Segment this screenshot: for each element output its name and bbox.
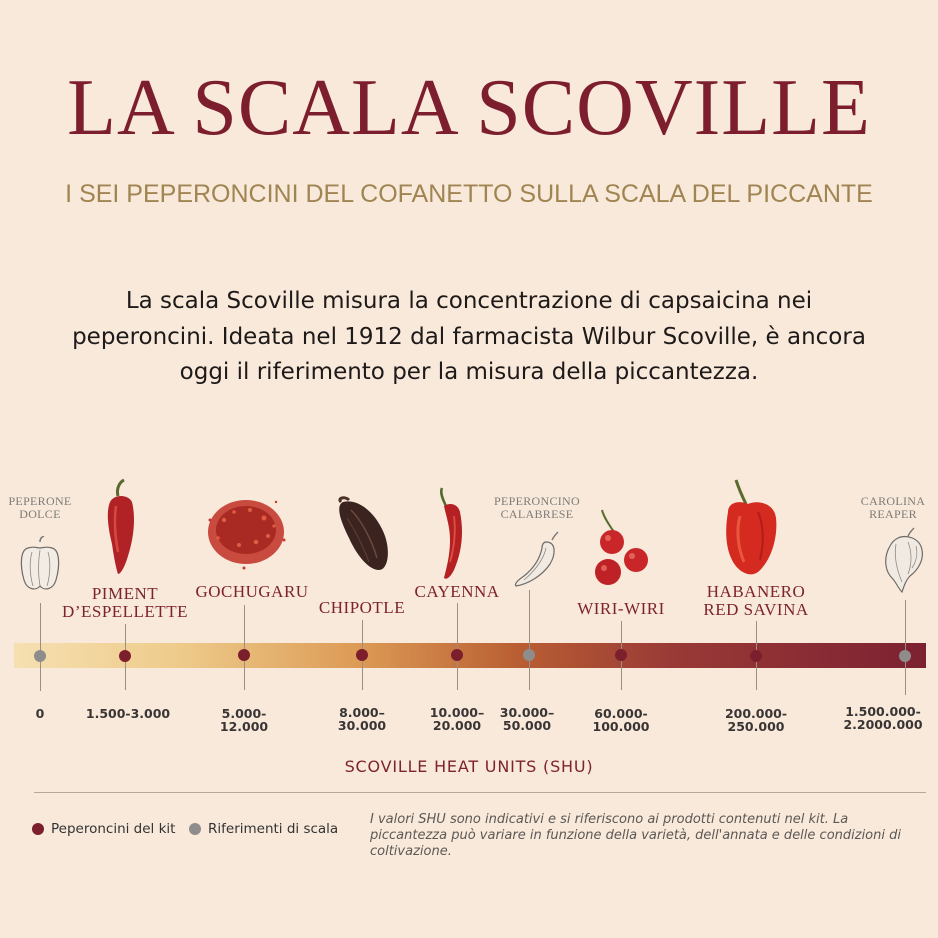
- label-carolina-reaper: CAROLINA REAPER: [860, 494, 926, 521]
- legend-reference: [189, 821, 338, 837]
- scale-dot-gochugaru: [238, 649, 250, 661]
- divider: [34, 792, 926, 793]
- label-wiri-wiri: WIRI-WIRI: [577, 599, 665, 618]
- wiri-wiri-peppers-icon: [588, 506, 656, 590]
- scale-dot-piment-espelette: [119, 650, 131, 662]
- legend-kit-dot: [32, 823, 44, 835]
- legend-kit-label: Peperoncini del kit: [51, 821, 176, 837]
- chipotle-icon: [333, 496, 393, 576]
- scale-dot-peperone-dolce: [34, 650, 46, 662]
- stem-8: [905, 600, 906, 695]
- shu-value-1: 1.500-3.000: [85, 706, 171, 721]
- label-piment-espelette: PIMENT D’ESPELLETTE: [62, 584, 188, 621]
- scale-dot-wiri-wiri: [615, 649, 627, 661]
- label-chipotle: CHIPOTLE: [318, 598, 406, 617]
- page-subtitle: I SEI PEPERONCINI DEL COFANETTO SULLA SCALA DEL PICCANTE: [65, 180, 873, 208]
- stem-5: [529, 590, 530, 690]
- label-gochugaru: GOCHUGARU: [195, 582, 309, 601]
- disclaimer-note: I valori SHU sono indicativi e si riferiscono ai prodotti contenuti nel kit. La piccantezza può variare in funzione della varietà, dell'annata e delle condizioni di coltivazione.: [370, 812, 901, 859]
- carolina-reaper-sketch-icon: [880, 526, 930, 596]
- scale-dot-habanero: [750, 650, 762, 662]
- shu-value-2: 5.000- 12.000: [219, 706, 269, 735]
- shu-value-6: 60.000- 100.000: [592, 706, 650, 735]
- legend-kit: [32, 821, 175, 837]
- stem-0: [40, 603, 41, 691]
- label-habanero-red-savina: HABANERO RED SAVINA: [703, 582, 809, 619]
- legend-reference-dot: [189, 823, 201, 835]
- shu-value-5: 30.000– 50.000: [499, 705, 555, 734]
- calabrese-pepper-sketch-icon: [512, 530, 562, 590]
- scale-dot-cayenna: [451, 649, 463, 661]
- bell-pepper-sketch-icon: [18, 536, 62, 592]
- heat-gradient-bar: [14, 643, 926, 668]
- shu-value-8: 1.500.000- 2.2000.000: [843, 704, 923, 733]
- chili-flakes-icon: [204, 490, 288, 570]
- stem-2: [244, 605, 245, 690]
- stem-4: [457, 603, 458, 690]
- shu-value-0: 0: [35, 706, 45, 721]
- scale-dot-chipotle: [356, 649, 368, 661]
- page-title: LA SCALA SCOVILLE: [67, 64, 871, 152]
- label-cayenna: CAYENNA: [414, 582, 500, 601]
- axis-title: SCOVILLE HEAT UNITS (SHU): [344, 757, 594, 776]
- shu-value-4: 10.000– 20.000: [429, 705, 485, 734]
- label-peperone-dolce: PEPERONE DOLCE: [8, 494, 72, 521]
- shu-value-7: 200.000- 250.000: [724, 706, 788, 735]
- habanero-icon: [718, 476, 784, 580]
- legend-reference-label: Riferimenti di scala: [208, 821, 339, 837]
- scale-dot-carolina-reaper: [899, 650, 911, 662]
- shu-value-3: 8.000– 30.000: [337, 705, 387, 734]
- cayenne-pepper-icon: [432, 486, 472, 582]
- label-peperoncino-calabrese: PEPERONCINO CALABRESE: [494, 494, 580, 521]
- intro-paragraph: La scala Scoville misura la concentrazione di capsaicina nei peperoncini. Ideata nel 1912 dal farmacista Wilbur Scoville, è ancora oggi il riferimento per la misura della piccantezza.: [72, 288, 866, 386]
- piment-espelette-icon: [100, 478, 142, 578]
- scale-dot-peperoncino-calabrese: [523, 649, 535, 661]
